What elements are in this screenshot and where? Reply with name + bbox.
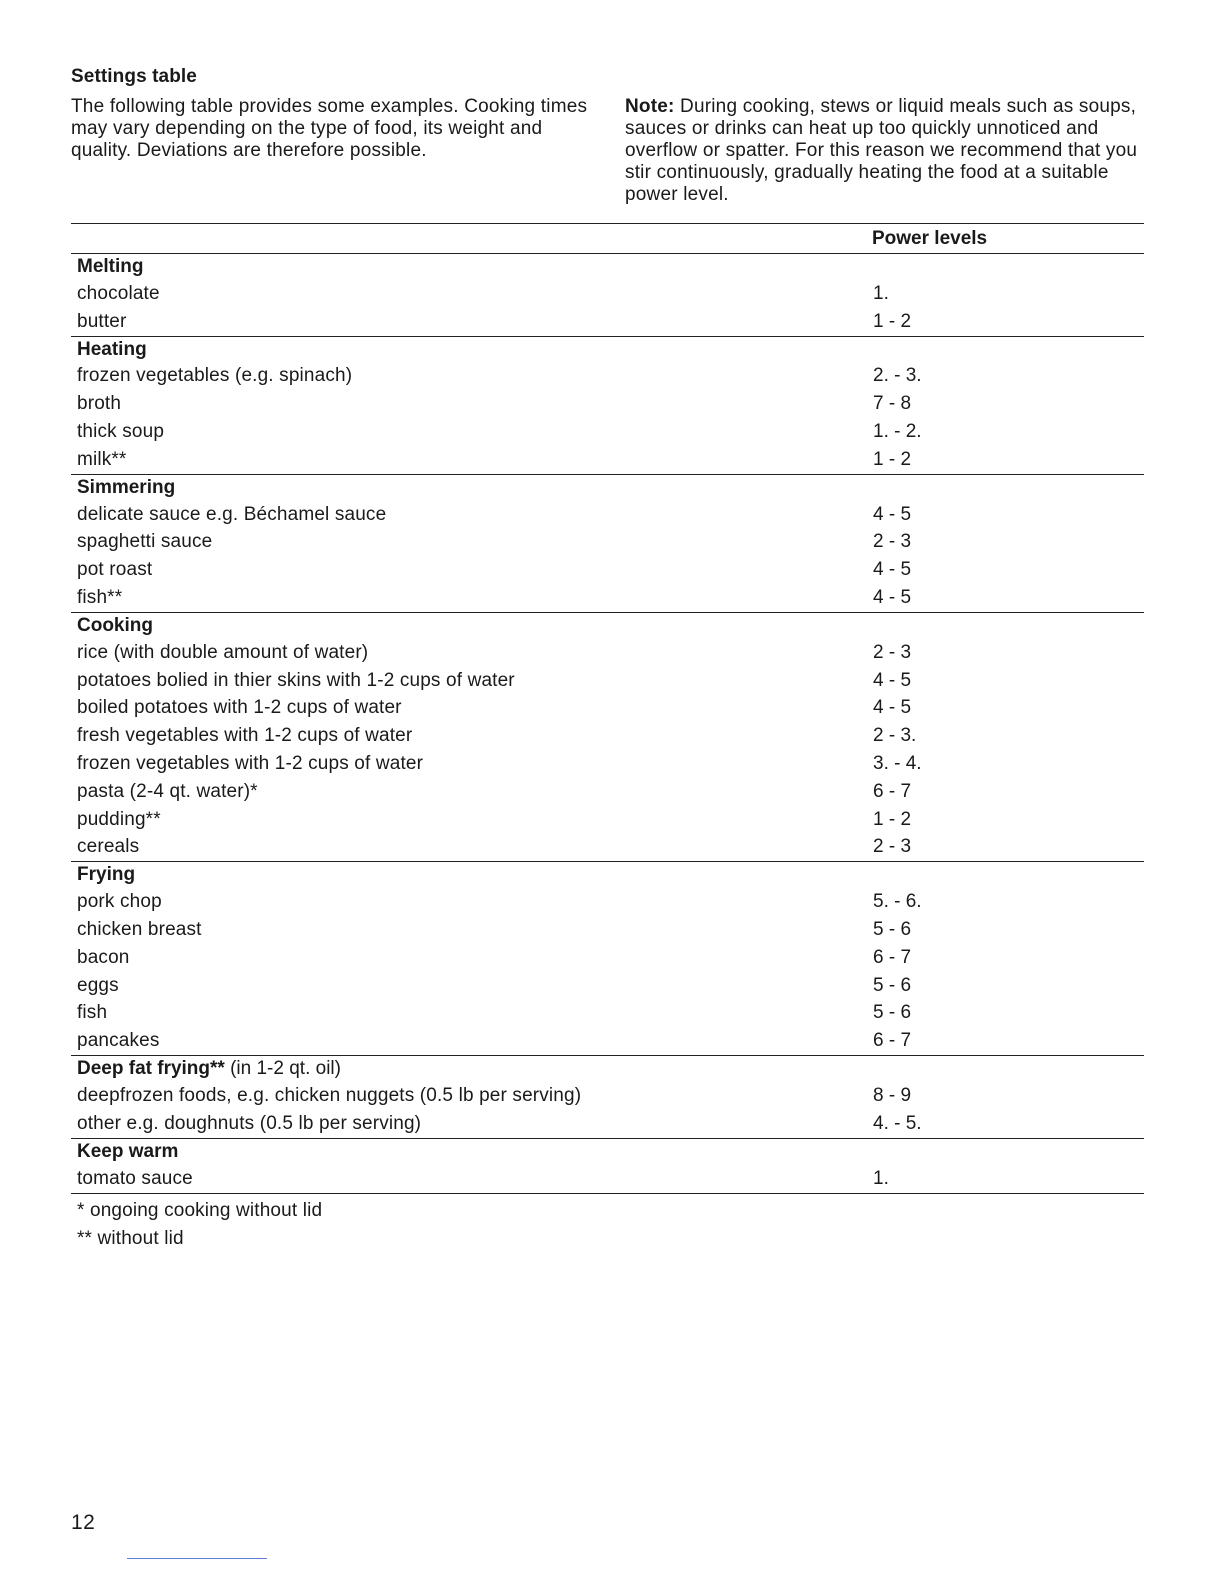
- table-header-row: [71, 224, 1144, 254]
- power-level-cell: 1. - 2.: [873, 421, 922, 443]
- table-row: [71, 556, 1144, 584]
- food-cell: rice (with double amount of water): [77, 641, 369, 663]
- food-cell: spaghetti sauce: [77, 531, 213, 553]
- table-row: [71, 501, 1144, 529]
- table-row: [71, 834, 1144, 862]
- table-row: [71, 418, 1144, 446]
- food-cell: eggs: [77, 974, 119, 996]
- table-row: [71, 280, 1144, 308]
- header-food-cell: [71, 224, 872, 254]
- table-row: [71, 308, 1144, 336]
- table-row: [71, 639, 1144, 667]
- food-cell: pot roast: [77, 559, 153, 581]
- footnote-double-star: ** without lid: [77, 1228, 184, 1249]
- food-cell: thick soup: [77, 421, 165, 443]
- food-cell: broth: [77, 393, 122, 415]
- footnotes: [77, 1197, 322, 1253]
- food-cell: tomato sauce: [71, 1165, 872, 1193]
- power-level-cell: 2. - 3.: [873, 365, 922, 387]
- table-body: [71, 254, 1144, 1194]
- table-row: [71, 888, 1144, 916]
- food-cell: other e.g. doughnuts (0.5 lb per serving): [77, 1112, 422, 1134]
- power-level-cell: 5 - 6: [873, 919, 912, 941]
- power-level-cell: 4 - 5: [873, 559, 912, 581]
- power-level-cell: 6 - 7: [873, 946, 912, 968]
- table-row: [71, 722, 1144, 750]
- table-row: [71, 806, 1144, 834]
- section-title-cell: [71, 1056, 1144, 1083]
- section-title-cell: [71, 474, 1144, 501]
- table-row: [71, 390, 1144, 418]
- page-number: 12: [71, 1511, 96, 1534]
- section-title: Deep fat frying**: [77, 1058, 225, 1080]
- table-row: [71, 1165, 1144, 1193]
- power-level-cell: 4 - 5: [873, 697, 912, 719]
- table-row: [71, 584, 1144, 612]
- table-row: [71, 778, 1144, 806]
- food-cell: delicate sauce e.g. Béchamel sauce: [77, 503, 387, 525]
- section-title-cell: [71, 1138, 1144, 1165]
- table-row: [71, 1110, 1144, 1138]
- power-level-cell: 6 - 7: [873, 780, 912, 802]
- power-level-cell: 4 - 5: [873, 669, 912, 691]
- table-row: [71, 446, 1144, 474]
- section-heading: Settings table: [71, 66, 197, 87]
- food-cell: pancakes: [77, 1030, 160, 1052]
- power-level-cell: 5. - 6.: [873, 891, 922, 913]
- food-cell: milk**: [77, 448, 127, 470]
- food-cell: chocolate: [77, 282, 160, 304]
- section-row: [71, 1138, 1144, 1165]
- food-cell: bacon: [77, 946, 130, 968]
- section-title-cell: [71, 612, 1144, 639]
- table-row: [71, 363, 1144, 391]
- power-level-cell: 5 - 6: [873, 974, 912, 996]
- section-title-note: (in 1-2 qt. oil): [224, 1058, 341, 1080]
- table-row: [71, 1082, 1144, 1110]
- power-level-cell: 7 - 8: [873, 393, 912, 415]
- section-row: [71, 336, 1144, 363]
- note-text: During cooking, stews or liquid meals such as soups, sauces or drinks can heat up too quickly unnoticed and overflow or spatter. For this reason we recommend that you stir continuously, gradually heating the food at a suitable power level.: [625, 96, 1138, 205]
- table-row: [71, 1027, 1144, 1055]
- power-level-cell: 2 - 3: [873, 641, 912, 663]
- power-level-cell: 4 - 5: [873, 503, 912, 525]
- food-cell: chicken breast: [77, 919, 202, 941]
- header-power-levels: Power levels: [872, 224, 1144, 254]
- intro-paragraph: The following table provides some examples. Cooking times may vary depending on the type of food, its weight and quality. Deviations are therefore possible.: [71, 96, 588, 161]
- note-label: Note:: [625, 96, 675, 117]
- section-title: Frying: [77, 864, 136, 886]
- food-cell: butter: [77, 310, 127, 332]
- section-title: Melting: [77, 256, 144, 277]
- power-level-cell: 1.: [872, 1165, 1144, 1193]
- power-level-cell: 4 - 5: [873, 587, 912, 609]
- table-row: [71, 916, 1144, 944]
- power-level-cell: 1 - 2: [873, 808, 912, 830]
- power-level-cell: 2 - 3.: [873, 725, 917, 747]
- food-cell: cereals: [77, 836, 140, 858]
- food-cell: frozen vegetables with 1-2 cups of water: [77, 753, 424, 775]
- table-row: [71, 695, 1144, 723]
- table-row: [71, 944, 1144, 972]
- table-row: [71, 1000, 1144, 1028]
- food-cell: potatoes bolied in thier skins with 1-2 cups of water: [77, 669, 515, 691]
- section-row: [71, 612, 1144, 639]
- table-row: [71, 529, 1144, 557]
- section-row: [71, 862, 1144, 889]
- power-level-cell: 1.: [873, 282, 889, 304]
- food-cell: pork chop: [77, 891, 162, 913]
- settings-table: [71, 223, 1144, 1194]
- food-cell: pasta (2-4 qt. water)*: [77, 780, 258, 802]
- power-level-cell: 8 - 9: [873, 1085, 912, 1107]
- power-level-cell: 2 - 3: [873, 836, 912, 858]
- section-title: Keep warm: [77, 1140, 179, 1162]
- power-level-cell: 6 - 7: [873, 1030, 912, 1052]
- power-level-cell: 3. - 4.: [873, 753, 922, 775]
- power-level-cell: 2 - 3: [873, 531, 912, 553]
- food-cell: boiled potatoes with 1-2 cups of water: [77, 697, 402, 719]
- decorative-rule: [127, 1558, 267, 1559]
- food-cell: fish**: [77, 587, 123, 609]
- footnote-single-star: * ongoing cooking without lid: [77, 1200, 323, 1221]
- food-cell: frozen vegetables (e.g. spinach): [77, 365, 353, 387]
- section-title-cell: [71, 862, 1144, 889]
- section-title: Cooking: [77, 614, 153, 636]
- food-cell: pudding**: [77, 808, 161, 830]
- section-row: [71, 1056, 1144, 1083]
- power-level-cell: 1 - 2: [873, 448, 912, 470]
- power-level-cell: 4. - 5.: [873, 1112, 922, 1134]
- table-row: [71, 972, 1144, 1000]
- food-cell: fresh vegetables with 1-2 cups of water: [77, 725, 413, 747]
- table-row: [71, 667, 1144, 695]
- section-title-cell: [71, 254, 1144, 281]
- food-cell: deepfrozen foods, e.g. chicken nuggets (0.5 lb per serving): [77, 1085, 582, 1107]
- section-row: [71, 474, 1144, 501]
- section-title: Simmering: [77, 476, 176, 498]
- section-title: Heating: [77, 338, 147, 360]
- table-row: [71, 750, 1144, 778]
- food-cell: fish: [77, 1002, 108, 1024]
- power-level-cell: 5 - 6: [873, 1002, 912, 1024]
- power-level-cell: 1 - 2: [873, 310, 912, 332]
- note-paragraph: [625, 96, 1145, 206]
- section-row: [71, 254, 1144, 281]
- section-title-cell: [71, 336, 1144, 363]
